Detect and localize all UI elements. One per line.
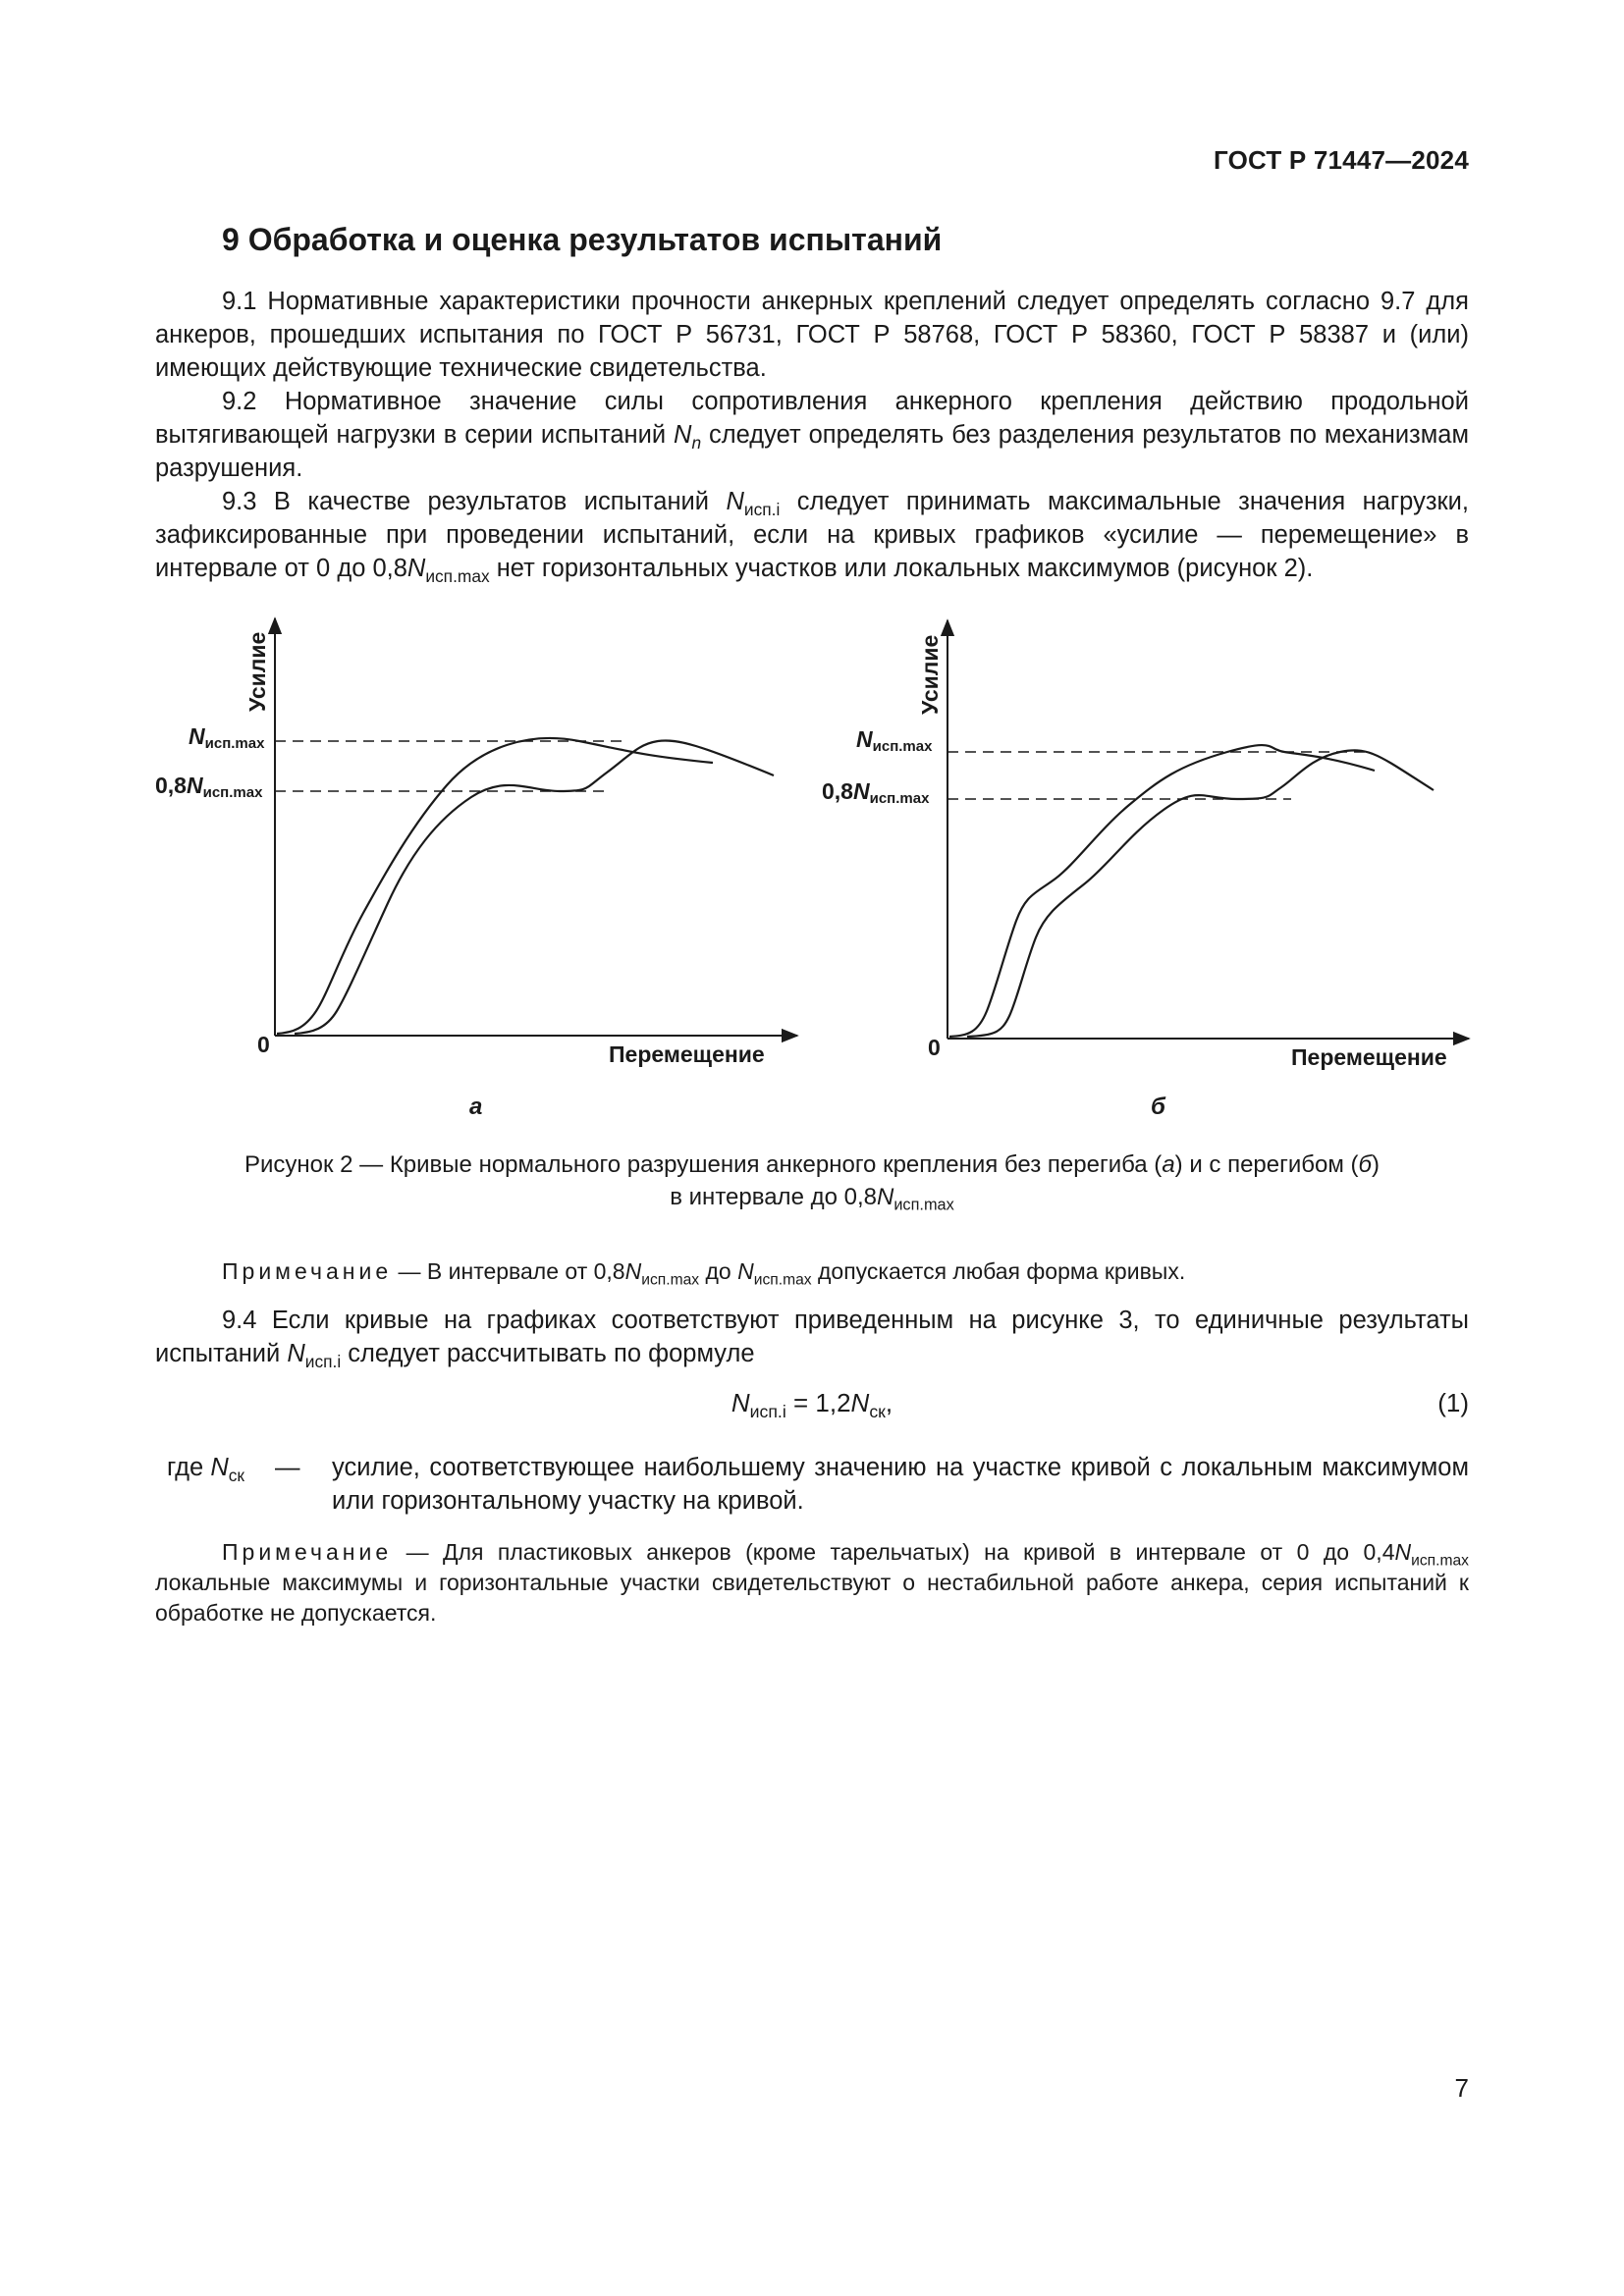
note-1-label: Примечание [222,1258,393,1284]
section-title: 9 Обработка и оценка результатов испытаний [222,222,943,257]
note-2-label: Примечание [222,1539,393,1565]
caption-line-2: в интервале до $0,8N_{исп.max}$ [670,1184,954,1214]
page-number: 7 [1454,2073,1469,2103]
panel-b-label: б [1151,1094,1165,1120]
body-paragraphs [155,285,1469,585]
panel-a-x-label: Перемещение [609,1041,765,1067]
panel-b-tick-max: Nисп.max [856,726,933,755]
panel-b-curve-1 [949,745,1375,1037]
panel-a-label: а [469,1094,483,1120]
panel-b-curve-2 [967,750,1434,1037]
formula-expression: $N_{исп.i} = 1,2N_{ск}$, [731,1388,893,1422]
caption-line-1: Рисунок 2 — Кривые нормального разрушения анкерного крепления без перегиба (а) и с перегибом (б) [244,1151,1380,1178]
panel-a-tick-08: 0,8Nисп.max [155,773,263,801]
panel-b [822,620,1469,1120]
formula-1 [155,1388,1469,1423]
paragraph-9-2: 9.2 Нормативное значение силы сопротивления анкерного крепления действию продольной вытягивающей нагрузки в серии испытаний $N_n$ следует определять без разделения результатов по механизмам разрушения. [155,388,1469,482]
paragraph-9-3: 9.3 В качестве результатов испытаний $N_{исп.i}$ следует принимать максимальные значения нагрузки, зафиксированные при проведении испытаний, если на кривых графиков «усилие — перемещение» в интервале от 0 до $0,8N_{исп.max}$ нет горизонтальных участков или локальных максимумов (рисунок 2). [155,488,1469,587]
panel-a-origin: 0 [257,1032,270,1057]
document-code-header: ГОСТ Р 71447—2024 [1214,145,1469,175]
panel-a [155,618,797,1120]
panel-b-x-label: Перемещение [1291,1044,1447,1070]
panel-b-y-label: Усилие [917,634,943,715]
legend-definition: усилие, соответствующее наибольшему значению на участке кривой с локальным максимумом или горизонтальному участку на кривой. [332,1454,1469,1515]
formula-legend [155,1451,1469,1518]
legend-term: где $N_{ск}$ [167,1454,244,1486]
figure-2 [147,609,1483,1129]
note-2: Примечание — Для пластиковых анкеров (кроме тарельчатых) на кривой в интервале от 0 до $0,4N_{исп.max}$ локальные максимумы и горизонтальные участки свидетельствуют о нестабильной работе анкера, серия испытаний к обработке не допускается. [155,1539,1469,1626]
figure-caption [155,1148,1469,1213]
paragraph-9-4: 9.4 Если кривые на графиках соответствуют приведенным на рисунке 3, то единичные результаты испытаний $N_{исп.i}$ следует рассчитывать по формуле [155,1307,1469,1372]
panel-b-tick-08: 0,8Nисп.max [822,778,930,807]
panel-a-y-label: Усилие [244,631,270,712]
panel-a-curve-2 [295,740,774,1034]
formula-number: (1) [1437,1388,1469,1417]
panel-a-tick-max: Nисп.max [189,723,265,752]
paragraph-9-1: 9.1 Нормативные характеристики прочности анкерных креплений следует определять согласно 9.7 для анкеров, прошедших испытания по ГОСТ Р 56731, ГОСТ Р 58768, ГОСТ Р 58360, ГОСТ Р 58387 и (или) имеющих действующие технические свидетельства. [155,288,1469,382]
legend-dash: — [275,1454,300,1481]
figure-2-drawing [147,609,1483,1129]
panel-b-origin: 0 [928,1035,941,1060]
note-1: Примечание — В интервале от $0,8N_{исп.max}$ до $N_{исп.max}$ допускается любая форма кривых. [222,1258,1186,1289]
paragraph-9-4-block [155,1304,1469,1370]
panel-a-curve-1 [277,738,713,1034]
